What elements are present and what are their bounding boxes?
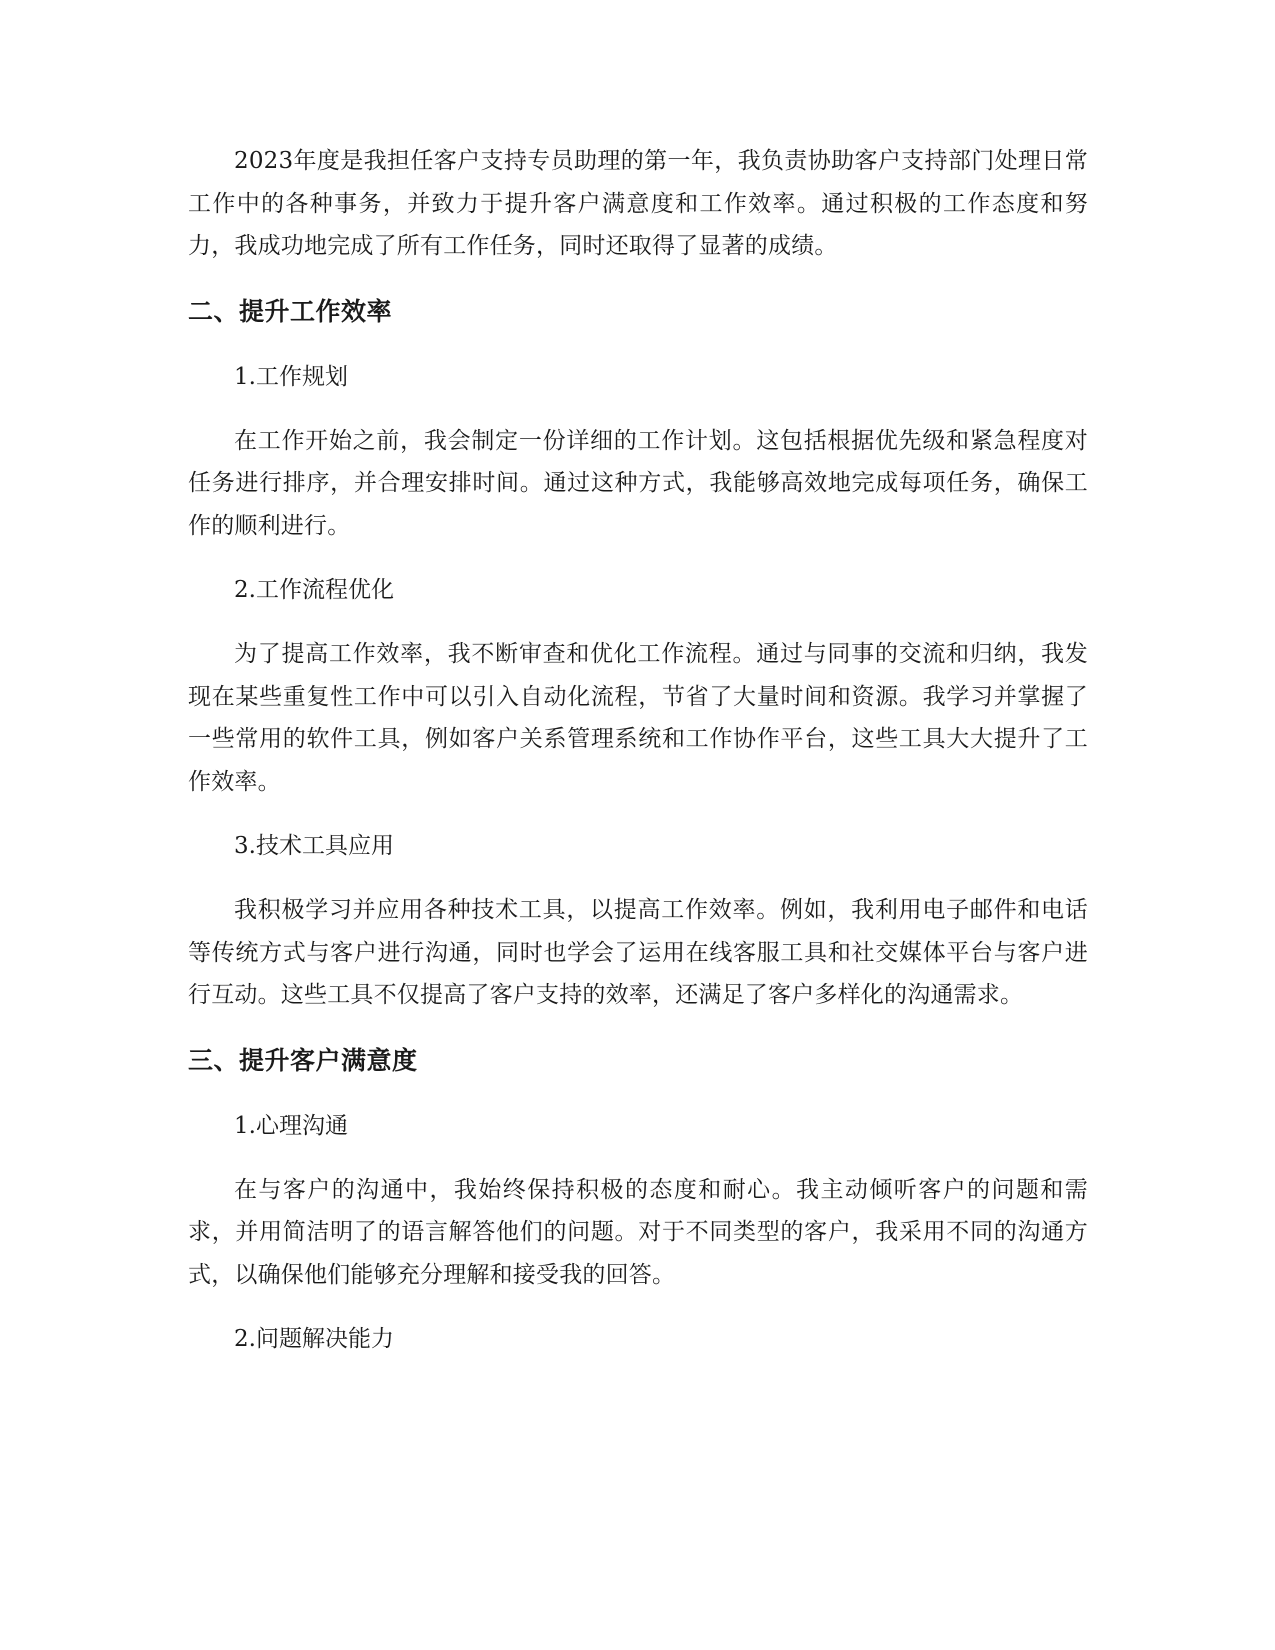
section-heading-satisfaction: 三、提升客户满意度 (188, 1045, 418, 1075)
paragraph-process-optimization: 为了提高工作效率，我不断审查和优化工作流程。通过与同事的交流和归纳，我发现在某些重复性工作中可以引入自动化流程，节省了大量时间和资源。我学习并掌握了一些常用的软件工具，例如客户关系管理系统和工作协作平台，这些工具大大提升了工作效率。 (188, 641, 1088, 795)
paragraph-work-planning: 在工作开始之前，我会制定一份详细的工作计划。这包括根据优先级和紧急程度对任务进行排序，并合理安排时间。通过这种方式，我能够高效地完成每项任务，确保工作的顺利进行。 (188, 427, 1088, 539)
paragraph-communication: 在与客户的沟通中，我始终保持积极的态度和耐心。我主动倾听客户的问题和需求，并用简洁明了的语言解答他们的问题。对于不同类型的客户，我采用不同的沟通方式，以确保他们能够充分理解和接受我的回答。 (188, 1176, 1088, 1288)
paragraph-tech-tools: 我积极学习并应用各种技术工具，以提高工作效率。例如，我利用电子邮件和电话等传统方式与客户进行沟通，同时也学会了运用在线客服工具和社交媒体平台与客户进行互动。这些工具不仅提高了客户支持的效率，还满足了客户多样化的沟通需求。 (188, 897, 1088, 1008)
section-heading-efficiency: 二、提升工作效率 (188, 296, 393, 326)
subheading-tech-tools: 3.技术工具应用 (234, 833, 394, 859)
subheading-process-optimization: 2.工作流程优化 (234, 577, 394, 603)
subheading-problem-solving: 2.问题解决能力 (234, 1326, 394, 1352)
subheading-work-planning: 1.工作规划 (234, 363, 348, 390)
intro-paragraph: 2023年度是我担任客户支持专员助理的第一年，我负责协助客户支持部门处理日常工作中的各种事务，并致力于提升客户满意度和工作效率。通过积极的工作态度和努力，我成功地完成了所有工作任务，同时还取得了显著的成绩。 (188, 148, 1088, 259)
subheading-communication: 1.心理沟通 (234, 1112, 348, 1139)
document-page (188, 140, 1088, 1382)
